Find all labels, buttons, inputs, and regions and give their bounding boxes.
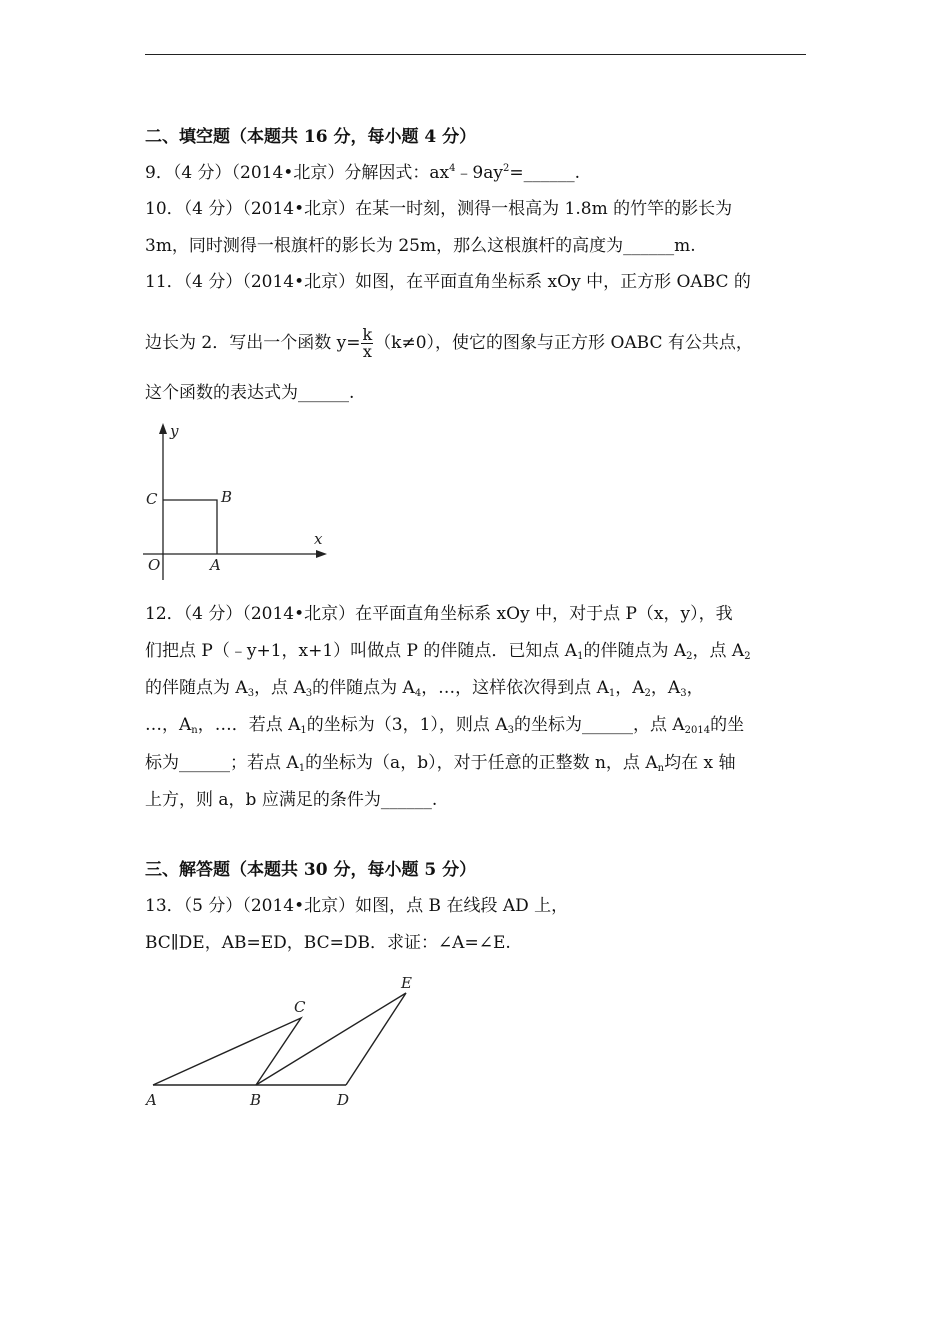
triangle-bde: [256, 993, 406, 1085]
question-12-line-5: 标为______；若点 $A_1$的坐标为（a，b），对于任意的正整数 n，点 $A_n$均在 x 轴: [145, 753, 736, 774]
figure-triangles-abc-bde: [140, 968, 430, 1113]
question-12-line-4: …，$A_n$，…．若点 $A_1$的坐标为（3，1），则点 $A_3$的坐标为______，点 $A_{2014}$的坐: [145, 715, 745, 736]
question-9: 9．（4 分）（2014•北京）分解因式：$ax^4﹣9ay^2=\_\_\_\_\_\_$.: [145, 163, 581, 183]
label-c: C: [146, 490, 158, 508]
label-o: O: [148, 556, 161, 574]
label-e: E: [401, 974, 412, 992]
label-x: x: [314, 530, 323, 548]
question-13-line-1: 13．（5 分）（2014•北京）如图，点 B 在线段 AD 上，: [145, 896, 569, 916]
question-10-line-1: 10．（4 分）（2014•北京）在某一时刻，测得一根高为 1.8m 的竹竿的影长为: [145, 199, 733, 219]
label-y: y: [170, 422, 179, 440]
question-13-line-2: BC∥DE，AB=ED，BC=DB．求证：∠A=∠E.: [145, 933, 511, 953]
question-11-line-2: 边长为 2．写出一个函数 y= $\frac{k}{x}$ （k≠0），使它的图象与正方形 OABC 有公共点，: [145, 325, 753, 361]
fraction-k-over-x: $\frac{k}{x}$: [362, 325, 373, 361]
question-12-line-3: 的伴随点为 $A_3$，点 $A_3$的伴随点为 $A_4$，…，这样依次得到点 $A_1$，$A_2$，$A_3$，: [145, 678, 704, 699]
question-12-line-6: 上方，则 a，b 应满足的条件为______.: [145, 790, 438, 810]
question-10-line-2: 3m，同时测得一根旗杆的影长为 25m，那么这根旗杆的高度为______m.: [145, 236, 696, 256]
label-b: B: [250, 1091, 262, 1109]
section-3-heading: 三、解答题（本题共 30 分，每小题 5 分）: [145, 860, 477, 880]
question-12-line-2: 们把点 P（﹣y+1，x+1）叫做点 P 的伴随点．已知点 $A_1$的伴随点为 $A_2$，点 $A_2$: [145, 641, 751, 662]
section-2-heading: 二、填空题（本题共 16 分，每小题 4 分）: [145, 127, 477, 147]
header-rule: [145, 54, 806, 55]
question-11-line-1: 11．（4 分）（2014•北京）如图，在平面直角坐标系 xOy 中，正方形 OABC 的: [145, 272, 751, 292]
label-b: B: [221, 488, 233, 506]
question-11-line-3: 这个函数的表达式为______.: [145, 383, 355, 403]
square-oabc: [163, 500, 217, 554]
label-a: A: [210, 556, 221, 574]
label-a: A: [146, 1091, 157, 1109]
x-axis-arrow: [316, 550, 327, 558]
label-c: C: [294, 998, 306, 1016]
triangle-abc: [153, 1018, 301, 1085]
label-d: D: [337, 1091, 350, 1109]
figure-square-oabc: [140, 420, 340, 585]
question-12-line-1: 12．（4 分）（2014•北京）在平面直角坐标系 xOy 中，对于点 P（x，y），我: [145, 604, 733, 624]
y-axis-arrow: [159, 423, 167, 434]
